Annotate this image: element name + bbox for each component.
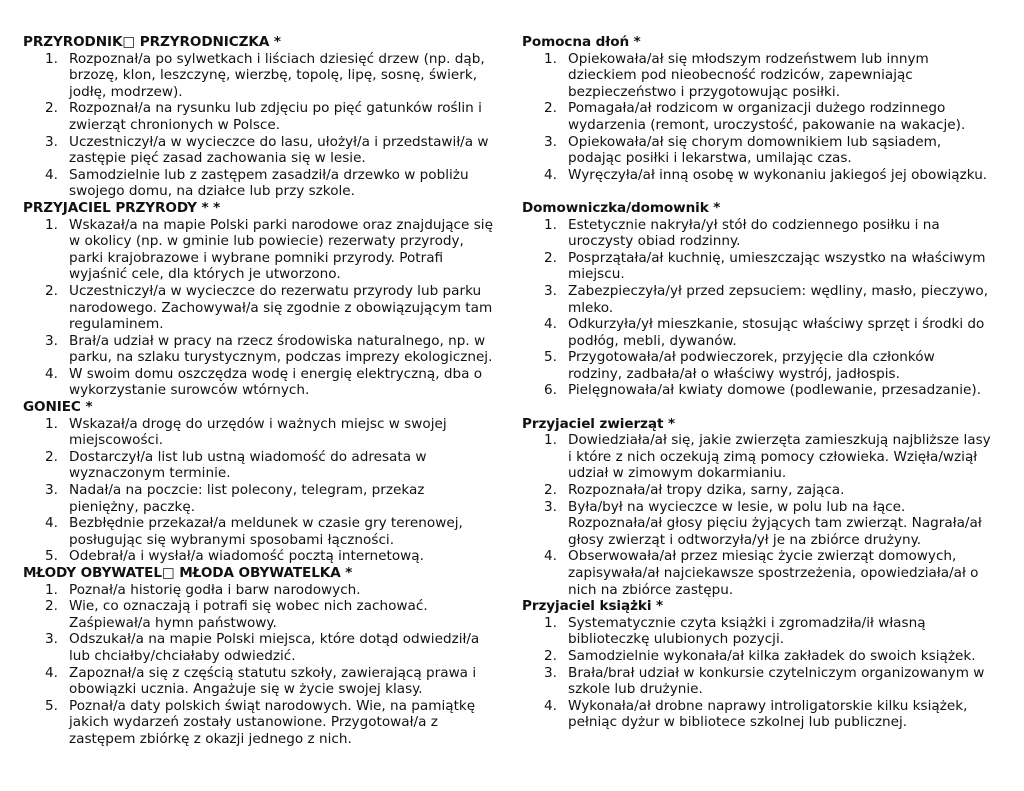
item-text: W swoim domu oszczędza wodę i energię elektryczną, dba o wykorzystanie surowców wtórnych.	[69, 365, 483, 399]
badge-section-domownik	[522, 200, 992, 399]
list-item	[23, 217, 493, 283]
item-text: Posprzątała/ał kuchnię, umieszczając wszystko na właściwym miejscu.	[568, 249, 986, 283]
item-number: 3.	[544, 133, 557, 150]
item-text: Wie, co oznaczają i potrafi się wobec nich zachować. Zaśpiewał/a hymn państwowy.	[69, 598, 428, 631]
item-text: Obserwowała/ał przez miesiąc życie zwierząt domowych, zapisywała/ał najciekawsze spostrzeżenia, opowiedziała/ał o nich na zbiórce zastępu.	[568, 548, 979, 598]
item-number: 1.	[45, 216, 58, 233]
list-item	[522, 283, 992, 316]
item-number: 6.	[544, 382, 557, 399]
list-item	[522, 134, 992, 167]
item-text: Rozpoznała/ał tropy dzika, sarny, zająca.	[568, 482, 845, 499]
list-item	[23, 51, 493, 101]
list-item	[522, 665, 992, 698]
item-text: Wskazał/a na mapie Polski parki narodowe oraz znajdujące się w okolicy (np. w gminie lub powiecie) rezerwaty przyrody, parki krajobrazowe i wybrane pomniki przyrody. Potrafi wyjaśnić cele, dla których je utworzono.	[69, 216, 493, 283]
item-number: 2.	[544, 100, 557, 117]
item-number: 2.	[544, 249, 557, 266]
section-title: Przyjaciel książki *	[522, 598, 664, 615]
list-item	[23, 283, 493, 333]
item-text: Wyręczyła/ał inną osobę w wykonaniu jakiegoś jej obowiązku.	[568, 166, 988, 183]
item-number: 3.	[544, 664, 557, 681]
item-text: Opiekowała/ał się młodszym rodzeństwem lub innym dzieckiem pod nieobecność rodziców, zapewniając bezpieczeństwo i przygotowując posiłki.	[568, 50, 929, 100]
list-item	[23, 698, 493, 748]
section-title: PRZYRODNIK□ PRZYRODNICZKA *	[23, 34, 281, 50]
item-number: 4.	[45, 664, 58, 681]
list-item	[522, 615, 992, 648]
list-item	[23, 366, 493, 399]
item-text: Uczestniczył/a w wycieczce do lasu, ułożył/a i przedstawił/a w zastępie pięć zasad zachowania się w lesie.	[69, 133, 489, 167]
task-list	[522, 432, 992, 598]
badge-section-przyjaciel-ksiazki	[522, 598, 992, 731]
item-text: Odebrał/a i wysłał/a wiadomość pocztą internetową.	[69, 548, 424, 565]
item-number: 4.	[45, 515, 58, 532]
item-number: 1.	[45, 50, 58, 67]
task-list	[23, 416, 493, 565]
item-text: Rozpoznał/a po sylwetkach i liściach dziesięć drzew (np. dąb, brzozę, klon, leszczynę, wierzbę, topolę, lipę, sosnę, świerk, jodłę, modrzew).	[69, 50, 485, 100]
list-item	[522, 250, 992, 283]
item-number: 1.	[45, 415, 58, 432]
item-text: Brała/brał udział w konkursie czytelniczym organizowanym w szkole lub drużynie.	[568, 664, 985, 698]
list-item	[522, 217, 992, 250]
item-number: 1.	[544, 216, 557, 233]
section-title: Przyjaciel zwierząt *	[522, 415, 675, 432]
item-text: Zapoznał/a się z częścią statutu szkoły, zawierającą prawa i obowiązki ucznia. Angażuje się w życie swojej klasy.	[69, 664, 477, 698]
section-title: GONIEC *	[23, 399, 93, 416]
item-number: 3.	[45, 482, 58, 499]
item-text: Samodzielnie lub z zastępem zasadził/a drzewko w pobliżu swojego domu, na działce lub przy szkole.	[69, 166, 469, 200]
item-text: Odkurzyła/ył mieszkanie, stosując właściwy sprzęt i środki do podłóg, mebli, dywanów.	[568, 316, 985, 349]
badge-section-przyjaciel-przyrody	[23, 200, 493, 399]
item-text: Bezbłędnie przekazał/a meldunek w czasie gry terenowej, posługując się wybranymi sposobami łączności.	[69, 515, 463, 548]
item-number: 3.	[45, 133, 58, 150]
list-item	[522, 100, 992, 133]
item-number: 4.	[544, 697, 557, 714]
list-item	[23, 548, 493, 565]
task-list	[522, 615, 992, 731]
item-text: Wskazał/a drogę do urzędów i ważnych miejsc w swojej miejscowości.	[69, 415, 447, 449]
item-text: Poznał/a historię godła i barw narodowych.	[69, 581, 361, 598]
item-text: Estetycznie nakryła/ył stół do codziennego posiłku i na uroczysty obiad rodzinny.	[568, 216, 940, 250]
list-item	[522, 499, 992, 549]
item-text: Systematycznie czyta książki i zgromadziła/ił własną biblioteczkę ulubionych pozycji.	[568, 614, 926, 648]
item-number: 2.	[544, 482, 557, 499]
section-title: PRZYJACIEL PRZYRODY * *	[23, 199, 221, 216]
item-number: 5.	[45, 697, 58, 714]
item-text: Przygotowała/ał podwieczorek, przyjęcie dla członków rodziny, zadbała/ał o właściwy wystrój, jadłospis.	[568, 349, 935, 382]
item-number: 4.	[45, 166, 58, 183]
item-text: Dostarczył/a list lub ustną wiadomość do adresata w wyznaczonym terminie.	[69, 448, 427, 482]
item-text: Poznał/a daty polskich świąt narodowych. Wie, na pamiątkę jakich wydarzeń zostały ustanowione. Przygotował/a z zastępem zbiórkę z okazji jednego z nich.	[69, 697, 476, 747]
task-list	[23, 51, 493, 200]
item-text: Nadał/a na poczcie: list polecony, telegram, przekaz pieniężny, paczkę.	[69, 482, 425, 515]
item-number: 3.	[544, 282, 557, 299]
item-number: 2.	[45, 448, 58, 465]
item-number: 2.	[45, 598, 58, 615]
list-item	[23, 134, 493, 167]
item-number: 3.	[45, 332, 58, 349]
list-item	[522, 316, 992, 349]
list-item	[23, 167, 493, 200]
item-number: 1.	[544, 432, 557, 449]
list-item	[23, 416, 493, 449]
item-text: Brał/a udział w pracy na rzecz środowiska naturalnego, np. w parku, na szlaku turystycznym, podczas imprezy ekologicznej.	[69, 332, 493, 366]
item-number: 4.	[544, 548, 557, 565]
item-text: Samodzielnie wykonała/ał kilka zakładek do swoich książek.	[568, 647, 976, 664]
item-number: 2.	[45, 282, 58, 299]
task-list	[522, 217, 992, 400]
list-item	[522, 51, 992, 101]
item-text: Rozpoznał/a na rysunku lub zdjęciu po pięć gatunków roślin i zwierząt chronionych w Polsce.	[69, 100, 482, 133]
item-text: Dowiedziała/ał się, jakie zwierzęta zamieszkują najbliższe lasy i które z nich oczekują zimą pomocy człowieka. Wzięła/wziął udział w zimowym dokarmianiu.	[568, 432, 991, 482]
list-item	[522, 698, 992, 731]
left-column	[23, 34, 493, 748]
list-item	[23, 333, 493, 366]
list-item	[522, 648, 992, 665]
item-number: 1.	[544, 614, 557, 631]
item-text: Uczestniczył/a w wycieczce do rezerwatu przyrody lub parku narodowego. Zachowywał/a się zgodnie z obowiązującym tam regulaminem.	[69, 282, 493, 333]
list-item	[522, 167, 992, 184]
list-item	[23, 582, 493, 599]
badge-section-przyjaciel-zwierzat	[522, 416, 992, 599]
item-number: 2.	[544, 647, 557, 664]
item-number: 2.	[45, 100, 58, 117]
list-item	[522, 482, 992, 499]
item-number: 3.	[45, 631, 58, 648]
item-number: 3.	[544, 498, 557, 515]
list-item	[23, 100, 493, 133]
item-text: Zabezpieczyła/ył przed zepsuciem: wędliny, masło, pieczywo, mleko.	[568, 282, 989, 316]
badge-section-przyrodnik	[23, 34, 493, 200]
item-text: Opiekowała/ał się chorym domownikiem lub sąsiadem, podając posiłki i lekarstwa, umilając czas.	[568, 133, 942, 167]
item-text: Odszukał/a na mapie Polski miejsca, które dotąd odwiedził/a lub chciałby/chciałaby odwiedzić.	[69, 631, 480, 664]
badge-section-pomocna-dlon	[522, 34, 992, 183]
right-column	[522, 34, 992, 731]
item-number: 5.	[45, 548, 58, 565]
badge-section-goniec	[23, 399, 493, 565]
list-item	[522, 432, 992, 482]
task-list	[23, 582, 493, 748]
section-title: Domowniczka/domownik *	[522, 199, 721, 216]
item-number: 1.	[45, 581, 58, 598]
item-text: Wykonała/ał drobne naprawy introligatorskie kilku książek, pełniąc dyżur w bibliotece szkolnej lub publicznej.	[568, 697, 968, 731]
list-item	[522, 382, 992, 399]
list-item	[23, 482, 493, 515]
item-number: 1.	[544, 50, 557, 67]
item-text: Pomagała/ał rodzicom w organizacji dużego rodzinnego wydarzenia (remont, uroczystość, pakowanie na wakacje).	[568, 100, 966, 133]
task-list	[23, 217, 493, 400]
badge-section-mlody-obywatel	[23, 565, 493, 748]
item-number: 4.	[544, 166, 557, 183]
list-item	[23, 515, 493, 548]
list-item	[23, 665, 493, 698]
item-number: 4.	[45, 365, 58, 382]
item-text: Pielęgnowała/ał kwiaty domowe (podlewanie, przesadzanie).	[568, 382, 982, 399]
section-title: MŁODY OBYWATEL□ MŁODA OBYWATELKA *	[23, 565, 353, 581]
list-item	[23, 598, 493, 631]
list-item	[23, 631, 493, 664]
list-item	[23, 449, 493, 482]
item-text: Była/był na wycieczce w lesie, w polu lub na łące. Rozpoznała/ał głosy pięciu żyjących tam zwierząt. Nagrała/ał głosy zwierząt i odtworzyła/ył je na zbiórce drużyny.	[568, 498, 982, 548]
item-number: 5.	[544, 349, 557, 366]
task-list	[522, 51, 992, 184]
item-number: 4.	[544, 316, 557, 333]
section-title: Pomocna dłoń *	[522, 34, 641, 50]
list-item	[522, 349, 992, 382]
list-item	[522, 548, 992, 598]
